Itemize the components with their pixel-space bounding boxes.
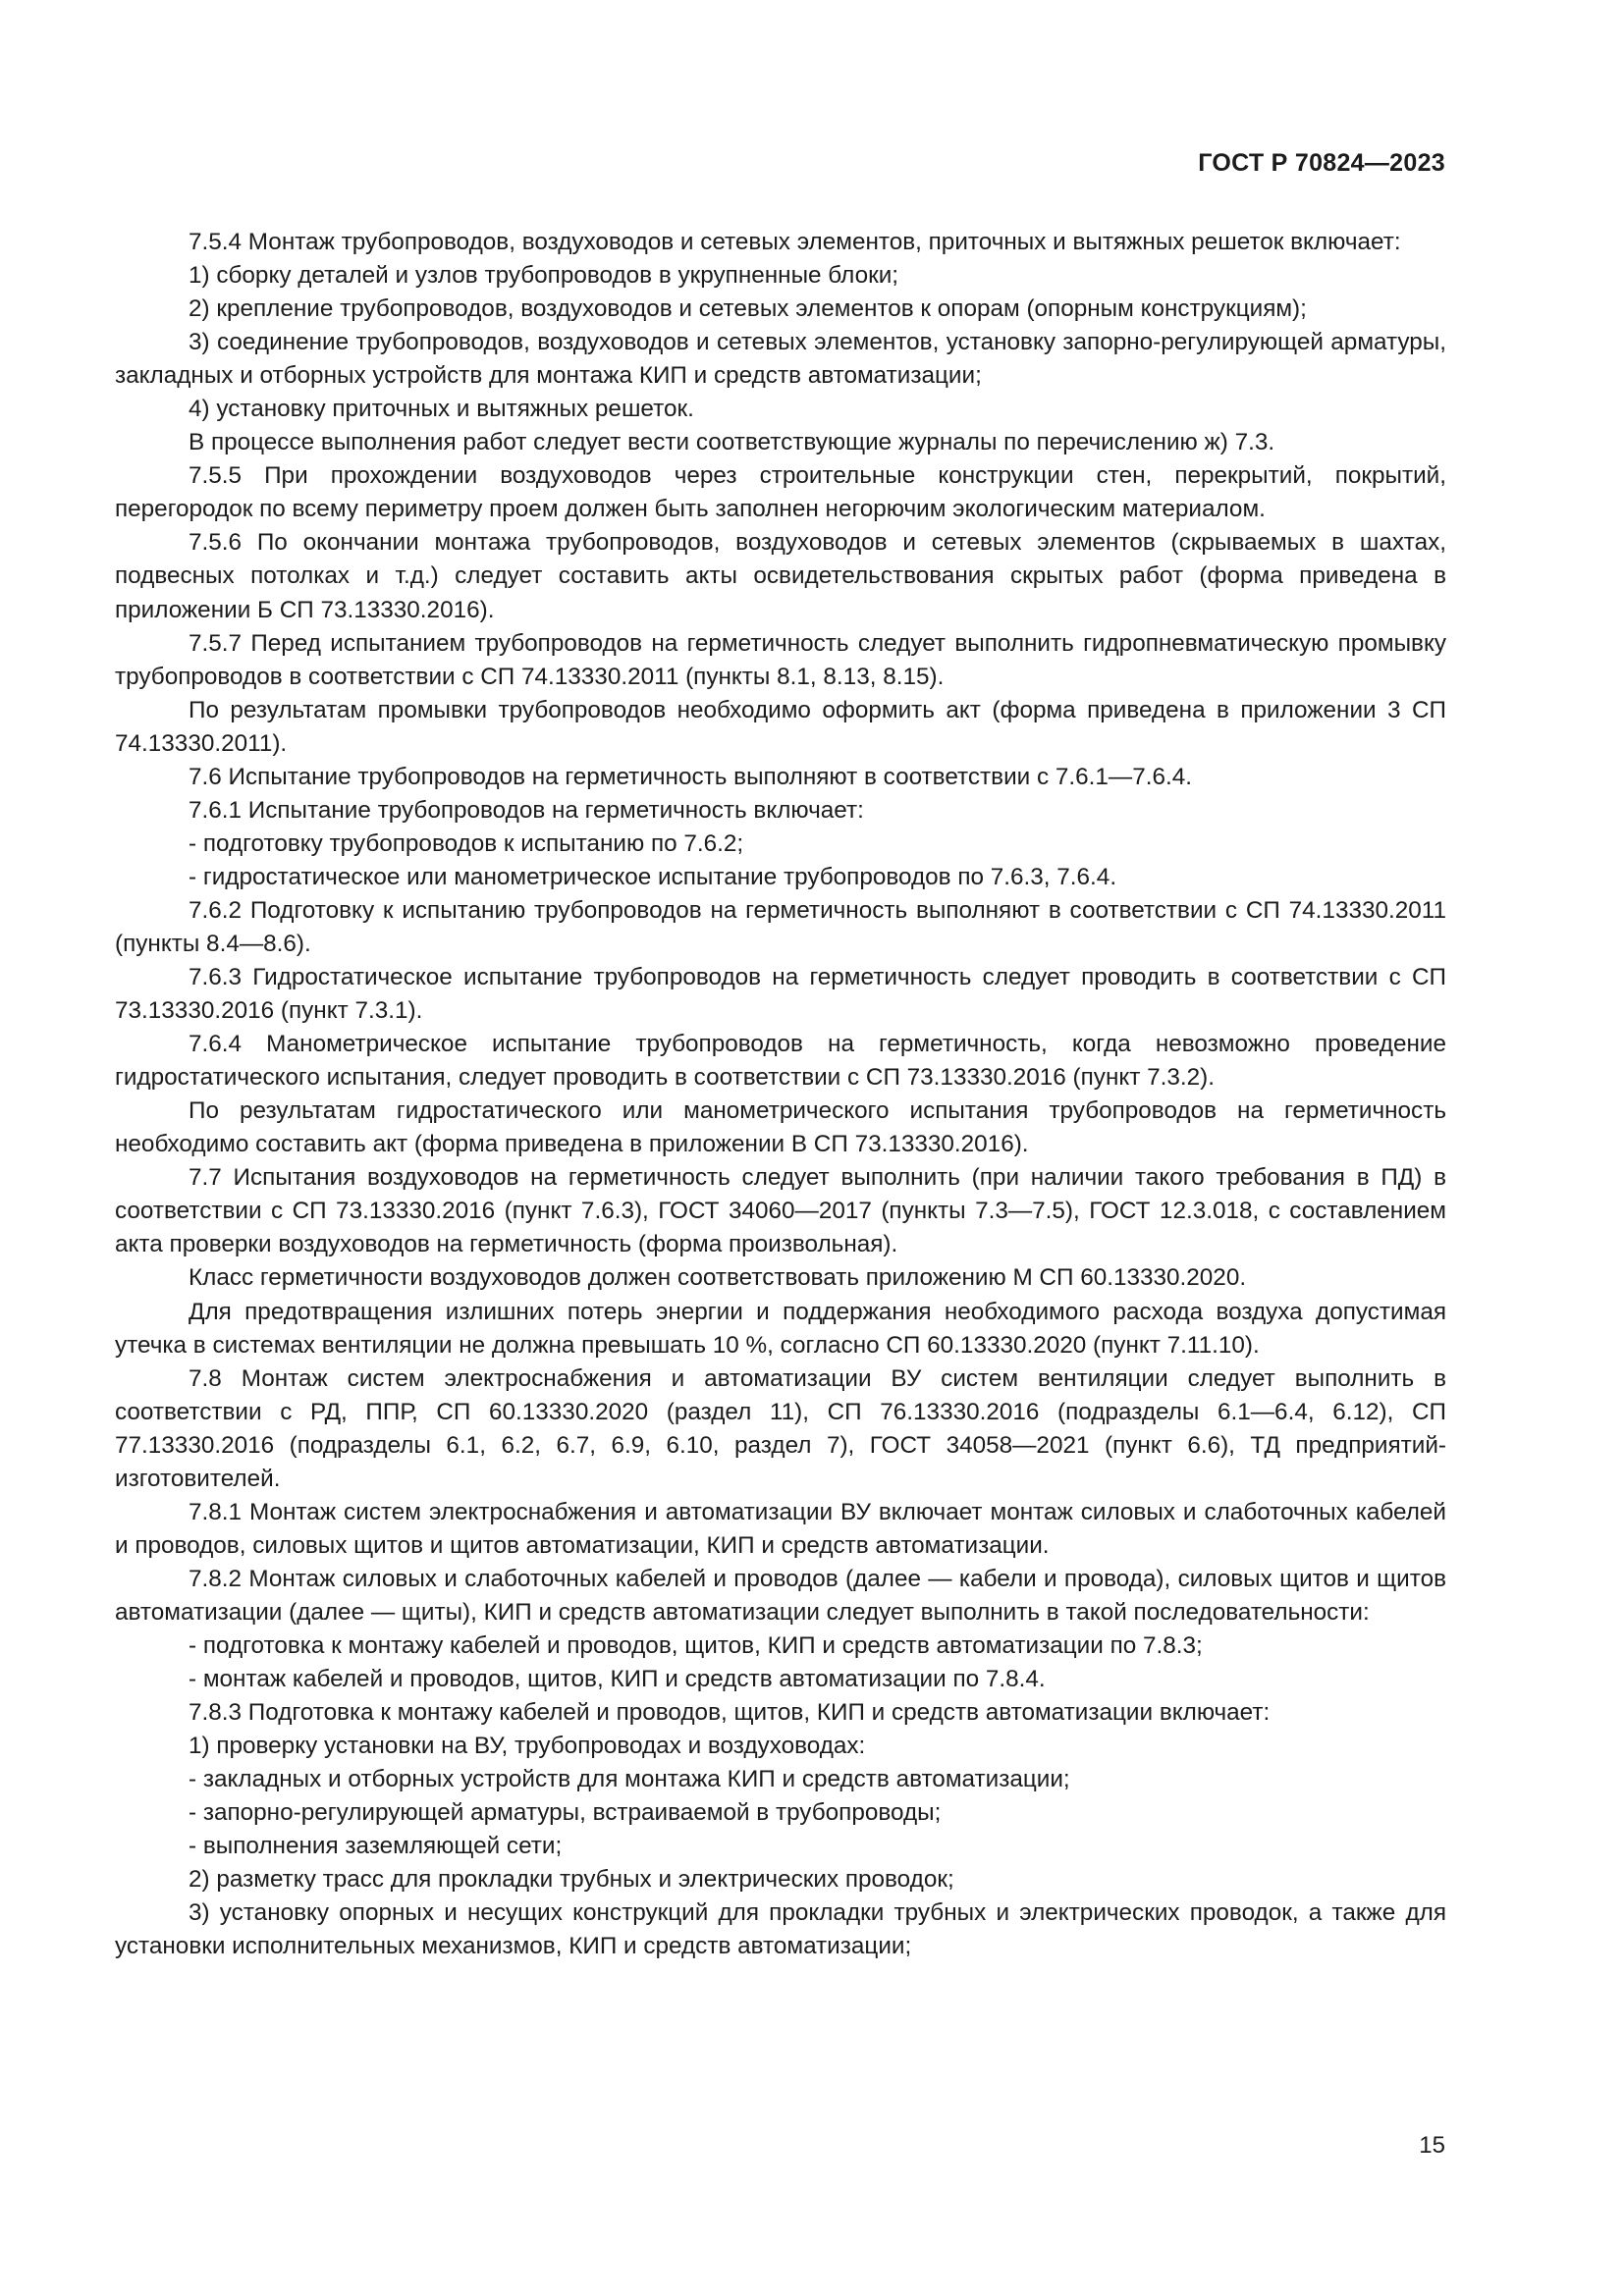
paragraph: Класс герметичности воздуховодов должен соответствовать приложению М СП 60.13330.2020. [189,1264,1247,1292]
list-item: 3) установку опорных и несущих конструкций для прокладки трубных и электрических проводок, а также для установки исполнительных механизмов, КИП и средств автоматизации; [115,1899,1446,1960]
paragraph: 7.8 Монтаж систем электроснабжения и автоматизации ВУ систем вентиляции следует выполнить в соответствии с РД, ППР, СП 60.13330.2020 (раздел 11), СП 76.13330.2016 (подразделы 6.1—6.4, 6.12), СП 77.13330.2016 (подразделы 6.1, 6.2, 6.7, 6.9, 6.10, раздел 7), ГОСТ 34058—2021 (пункт 6.6), ТД предприятий-изготовителей. [115,1364,1446,1492]
list-item: - выполнения заземляющей сети; [189,1833,563,1860]
paragraph: 3) соединение трубопроводов, воздуховодов и сетевых элементов, установку запорно-регулирующей арматуры, закладных и отборных устройств для монтажа КИП и средств автоматизации; [115,329,1446,390]
paragraph: Для предотвращения излишних потерь энергии и поддержания необходимого расхода воздуха допустимая утечка в системах вентиляции не должна превышать 10 %, согласно СП 60.13330.2020 (пункт 7.11.10). [115,1298,1446,1359]
list-item: - гидростатическое или манометрическое испытание трубопроводов по 7.6.3, 7.6.4. [189,863,1117,890]
paragraph: 7.5.5 При прохождении воздуховодов через строительные конструкции стен, перекрытий, покрытий, перегородок по всему периметру проем должен быть заполнен негорючим экологическим материалом. [115,462,1446,523]
paragraph: 7.6.4 Манометрическое испытание трубопроводов на герметичность, когда невозможно проведение гидростатического испытания, следует проводить в соответствии с СП 73.13330.2016 (пункт 7.3.2). [115,1031,1446,1092]
paragraph: 7.8.3 Подготовка к монтажу кабелей и проводов, щитов, КИП и средств автоматизации включает: [189,1699,1271,1727]
paragraph: 7.6.2 Подготовку к испытанию трубопроводов на герметичность выполняют в соответствии с СП 74.13330.2011 (пункты 8.4—8.6). [115,896,1446,957]
paragraph: 1) сборку деталей и узлов трубопроводов в укрупненные блоки; [189,262,899,290]
paragraph: 7.8.1 Монтаж систем электроснабжения и автоматизации ВУ включает монтаж силовых и слаботочных кабелей и проводов, силовых щитов и щитов автоматизации, КИП и средств автоматизации. [115,1498,1446,1559]
paragraph: По результатам промывки трубопроводов необходимо оформить акт (форма приведена в приложении 3 СП 74.13330.2011). [115,696,1446,757]
paragraph: 2) крепление трубопроводов, воздуховодов и сетевых элементов к опорам (опорным конструкциям); [189,295,1307,323]
standard-header: ГОСТ Р 70824—2023 [1198,149,1445,177]
paragraph: 7.6.1 Испытание трубопроводов на герметичность включает: [189,796,864,824]
paragraph: 7.5.6 По окончании монтажа трубопроводов, воздуховодов и сетевых элементов (скрываемых в шахтах, подвесных потолках и т.д.) следует составить акты освидетельствования скрытых работ (форма приведена в приложении Б СП 73.13330.2016). [115,529,1446,623]
paragraph: По результатам гидростатического или манометрического испытания трубопроводов на герметичность необходимо составить акт (форма приведена в приложении В СП 73.13330.2016). [115,1097,1446,1158]
paragraph: 7.7 Испытания воздуховодов на герметичность следует выполнить (при наличии такого требования в ПД) в соответствии с СП 73.13330.2016 (пункт 7.6.3), ГОСТ 34060—2017 (пункты 7.3—7.5), ГОСТ 12.3.018, с составлением акта проверки воздуховодов на герметичность (форма произвольная). [115,1164,1446,1258]
list-item: - подготовка к монтажу кабелей и проводов, щитов, КИП и средств автоматизации по 7.8.3; [189,1631,1203,1659]
list-item: - запорно-регулирующей арматуры, встраиваемой в трубопроводы; [189,1799,942,1827]
paragraph: 4) установку приточных и вытяжных решеток. [189,396,694,423]
paragraph: 7.8.2 Монтаж силовых и слаботочных кабелей и проводов (далее — кабели и провода), силовых щитов и щитов автоматизации (далее — щиты), КИП и средств автоматизации следует выполнить в такой последовательности: [115,1565,1446,1626]
document-body [115,226,1446,1963]
list-item: - монтаж кабелей и проводов, щитов, КИП и средств автоматизации по 7.8.4. [189,1666,1046,1693]
page-number: 15 [1419,2132,1445,2159]
list-item: 1) проверку установки на ВУ, трубопроводах и воздуховодах: [189,1733,866,1760]
list-item: - закладных и отборных устройств для монтажа КИП и средств автоматизации; [189,1766,1070,1793]
paragraph: 7.6.3 Гидростатическое испытание трубопроводов на герметичность следует проводить в соответствии с СП 73.13330.2016 (пункт 7.3.1). [115,964,1446,1025]
list-item: - подготовку трубопроводов к испытанию по 7.6.2; [189,829,744,857]
paragraph: В процессе выполнения работ следует вести соответствующие журналы по перечислению ж) 7.3. [189,429,1275,456]
paragraph: 7.5.7 Перед испытанием трубопроводов на герметичность следует выполнить гидропневматическую промывку трубопроводов в соответствии с СП 74.13330.2011 (пункты 8.1, 8.13, 8.15). [115,629,1446,690]
list-item: 2) разметку трасс для прокладки трубных и электрических проводок; [189,1866,954,1894]
paragraph: 7.6 Испытание трубопроводов на герметичность выполняют в соответствии с 7.6.1—7.6.4. [189,763,1192,790]
paragraph: 7.5.4 Монтаж трубопроводов, воздуховодов и сетевых элементов, приточных и вытяжных решеток включает: [189,229,1401,255]
